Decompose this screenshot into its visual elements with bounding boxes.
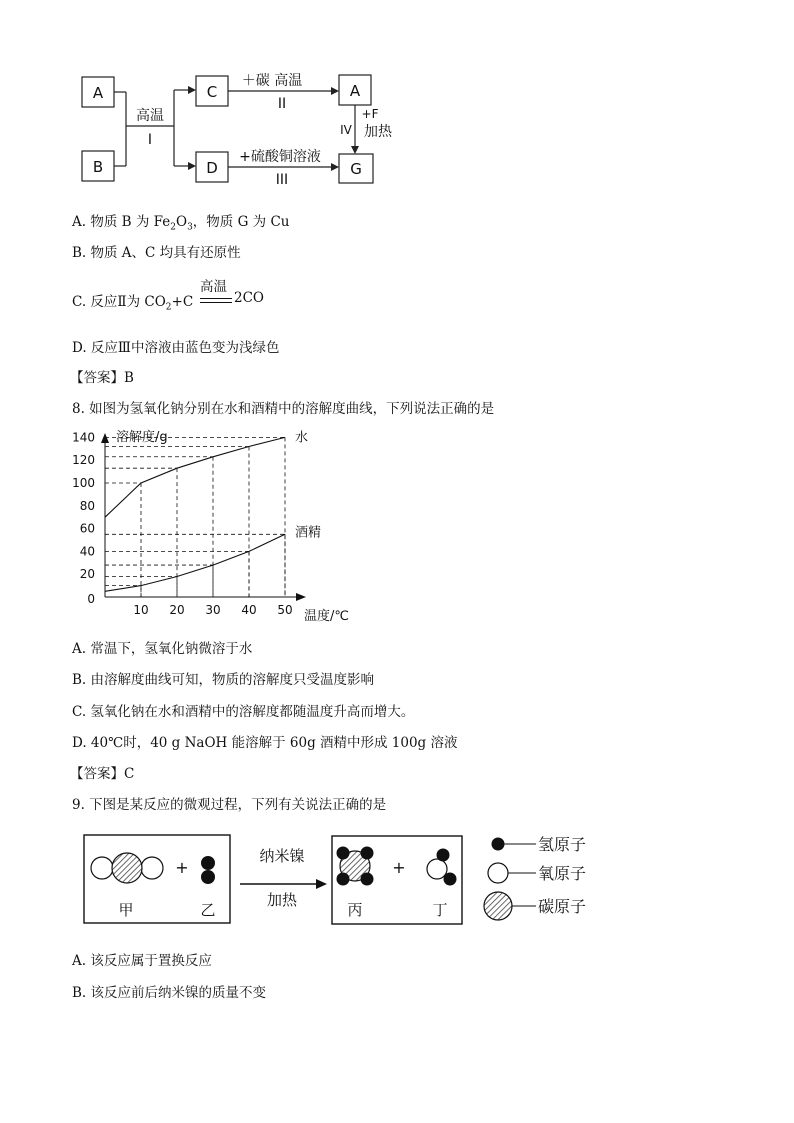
y-tick-label: 60 (79, 521, 95, 536)
label-bing: 丙 (347, 901, 363, 919)
x-tick-label: 40 (241, 603, 257, 617)
q9-stem: 9. 下图是某反应的微观过程，下列有关说法正确的是 (72, 797, 387, 813)
y-tick-label: 100 (72, 476, 95, 490)
legend (484, 835, 586, 920)
x-tick-label: 50 (277, 603, 293, 617)
step2-condition: ＋碳 高温 (241, 73, 303, 89)
step1-condition: 高温 (136, 108, 164, 124)
q7-option-d: D. 反应Ⅲ中溶液由蓝色变为浅绿色 (72, 340, 280, 356)
plus-sign-2: + (392, 858, 406, 877)
step4-condition-b: 加热 (364, 124, 392, 140)
q7-option-a (72, 213, 289, 237)
flow-diagram (76, 68, 406, 190)
carbon-atom-icon (484, 892, 512, 920)
q8-option-c: C. 氢氧化钠在水和酒精中的溶解度都随温度升高而增大。 (72, 704, 415, 720)
box-b-label: B (92, 158, 104, 176)
q7-option-c-text-mid: +C (171, 294, 194, 310)
x-axis-arrow (296, 593, 306, 601)
q8-stem: 8. 如图为氢氧化钠分别在水和酒精中的溶解度曲线，下列说法正确的是 (72, 401, 495, 417)
legend-hydrogen: 氢原子 (538, 835, 587, 854)
series-label: 水 (295, 430, 309, 446)
step4-number: IV (340, 123, 352, 137)
molecule-jia (91, 853, 163, 883)
x-tick-label: 30 (205, 603, 221, 617)
y-tick-label: 40 (79, 544, 95, 559)
q7-option-b: B. 物质 A、C 均具有还原性 (72, 245, 241, 261)
y-tick-label: 80 (79, 498, 95, 513)
arrow-head (316, 879, 327, 889)
q8-option-d: D. 40℃时，40 g NaOH 能溶解于 60g 酒精中形成 100g 溶液 (72, 735, 458, 751)
subscript: 3 (187, 222, 193, 233)
x-tick-label: 20 (169, 603, 185, 617)
y-tick-label: 120 (72, 453, 95, 468)
y-axis-label: 溶解度/g (116, 430, 168, 445)
y-axis-arrow (101, 433, 109, 443)
y-tick-label: 140 (72, 430, 95, 445)
box-a2-label: A (349, 82, 361, 100)
box-a-label: A (92, 84, 104, 102)
step4-condition-a: +F (361, 107, 379, 121)
q8-option-b: B. 由溶解度曲线可知，物质的溶解度只受温度影响 (72, 672, 375, 688)
label-ding: 丁 (432, 901, 448, 919)
x-axis-label: 温度/℃ (304, 609, 349, 624)
solubility-chart (70, 425, 360, 630)
subscript: 2 (170, 222, 176, 233)
condition-catalyst: 纳米镍 (259, 847, 305, 865)
legend-oxygen: 氧原子 (538, 864, 587, 883)
step1-number: I (147, 132, 153, 148)
oxygen-atom-icon (488, 863, 508, 883)
molecule-ding (427, 849, 457, 886)
q9-option-b: B. 该反应前后纳米镍的质量不变 (72, 985, 267, 1001)
q7-answer: 【答案】B (70, 370, 134, 386)
y-tick-label: 20 (79, 567, 95, 582)
condition-heat: 加热 (266, 891, 298, 909)
q8-answer: 【答案】C (70, 766, 135, 782)
series-line (105, 437, 285, 517)
series-label: 酒精 (295, 525, 322, 541)
step2-number: II (277, 96, 287, 112)
box-g-label: G (350, 160, 362, 178)
label-jia: 甲 (118, 901, 134, 919)
q8-option-a: A. 常温下，氢氧化钠微溶于水 (72, 641, 253, 657)
subscript: 2 (165, 302, 172, 313)
origin-label: 0 (87, 592, 95, 606)
molecule-bing (337, 847, 374, 886)
label-yi: 乙 (200, 901, 216, 919)
q7-option-c-product: 2CO (234, 290, 264, 306)
plus-sign: + (175, 858, 189, 877)
q7-option-c (72, 278, 372, 318)
step3-condition: +硫酸铜溶液 (239, 149, 321, 165)
equals-sign (200, 298, 232, 303)
x-tick-label: 10 (133, 603, 149, 617)
box-d-label: D (206, 159, 218, 177)
box-c-label: C (206, 83, 218, 101)
q7-option-a-text-mid: O (175, 214, 188, 230)
molecule-yi (201, 856, 215, 884)
q7-option-a-text-post: ，物质 G 为 Cu (192, 214, 290, 230)
q7-option-c-text: C. 反应Ⅱ为 CO (72, 294, 166, 310)
series-line (105, 534, 285, 591)
q7-option-a-text: A. 物质 B 为 Fe (72, 214, 171, 230)
reaction-condition: 高温 (200, 279, 227, 295)
q9-option-a: A. 该反应属于置换反应 (72, 953, 212, 969)
hydrogen-atom-icon (492, 838, 505, 851)
reaction-micro-diagram (80, 828, 600, 928)
step3-number: III (275, 172, 289, 188)
legend-carbon: 碳原子 (538, 897, 587, 916)
